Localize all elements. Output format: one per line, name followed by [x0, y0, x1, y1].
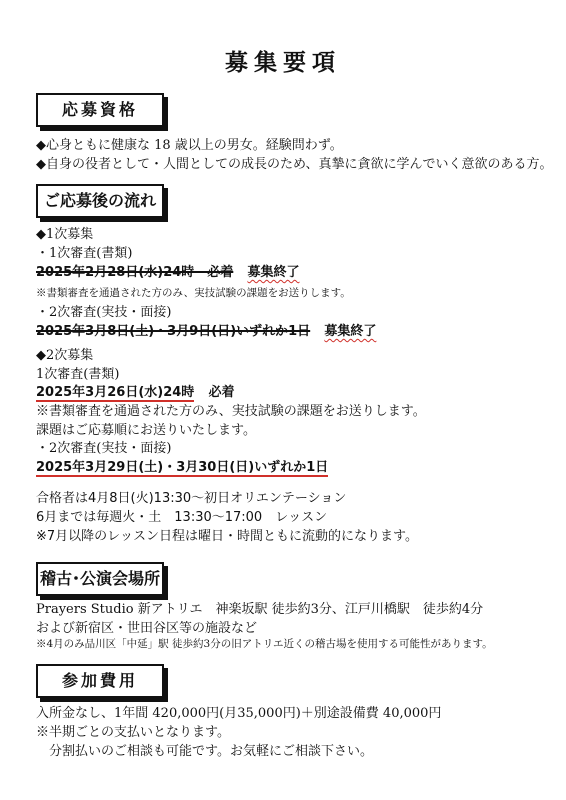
venue-note: ※4月のみ品川区「中延」駅 徒歩約3分の旧アトリエ近くの稽古場を使用する可能性があります。	[36, 638, 493, 650]
round2-deadline1: 2025年3月26日(水)24時	[36, 385, 195, 400]
schedule-line-3: ※7月以降のレッスン日程は曜日・時間ともに流動的になります。	[36, 529, 418, 544]
fee-line-2: ※半期ごとの支払いとなります。	[36, 725, 230, 740]
round1-step1: ・1次審査(書類)	[36, 246, 133, 261]
round1-deadline1: 2025年2月28日(水)24時 必着	[36, 265, 234, 280]
schedule-line-1: 合格者は4月8日(火)13:30～初日オリエンテーション	[36, 491, 347, 506]
round1-closed2: 募集終了	[324, 324, 377, 339]
round1-deadline2: 2025年3月8日(土)・3月9日(日)いずれか1日	[36, 324, 311, 339]
fee-heading: 参加費用	[36, 664, 164, 698]
eligibility-line-1: ◆心身ともに健康な 18 歳以上の男女。経験問わず。	[36, 138, 343, 153]
round2-deadline2: 2025年3月29日(土)・3月30日(日)いずれか1日	[36, 460, 329, 475]
round2-note1: ※書類審査を通過された方のみ、実技試験の課題をお送りします。	[36, 404, 426, 419]
round1-step2: ・2次審査(実技・面接)	[36, 305, 172, 320]
fee-line-1: 入所金なし、1年間 420,000円(月35,000円)＋別途設備費 40,000円	[36, 706, 442, 721]
eligibility-line-2: ◆自身の役者として・人間としての成長のため、真摯に貪欲に学んでいく意欲のある方。	[36, 157, 553, 172]
round2-note2: 課題はご応募順にお送りいたします。	[36, 423, 256, 438]
round1-note1: ※書類審査を通過された方のみ、実技試験の課題をお送りします。	[36, 287, 351, 299]
eligibility-heading: 応募資格	[36, 93, 164, 127]
flow-heading: ご応募後の流れ	[36, 184, 164, 218]
round2-label: ◆2次募集	[36, 348, 94, 363]
venue-heading: 稽古･公演会場所	[36, 562, 164, 596]
fee-line-3: 分割払いのご相談も可能です。お気軽にご相談下さい。	[36, 744, 373, 759]
venue-line-2: および新宿区・世田谷区等の施設など	[36, 621, 258, 636]
round1-closed1: 募集終了	[247, 265, 300, 280]
schedule-line-2: 6月までは毎週火・土 13:30～17:00 レッスン	[36, 510, 328, 525]
page-title: 募集要項	[225, 50, 341, 76]
round2-step2: ・2次審査(実技・面接)	[36, 441, 172, 456]
round2-step1: 1次審査(書類)	[36, 367, 120, 382]
round2-deadline1-suffix: 必着	[208, 385, 235, 400]
round1-label: ◆1次募集	[36, 227, 94, 242]
venue-line-1: Prayers Studio 新アトリエ 神楽坂駅 徒歩約3分、江戸川橋駅 徒歩約4分	[36, 602, 484, 617]
